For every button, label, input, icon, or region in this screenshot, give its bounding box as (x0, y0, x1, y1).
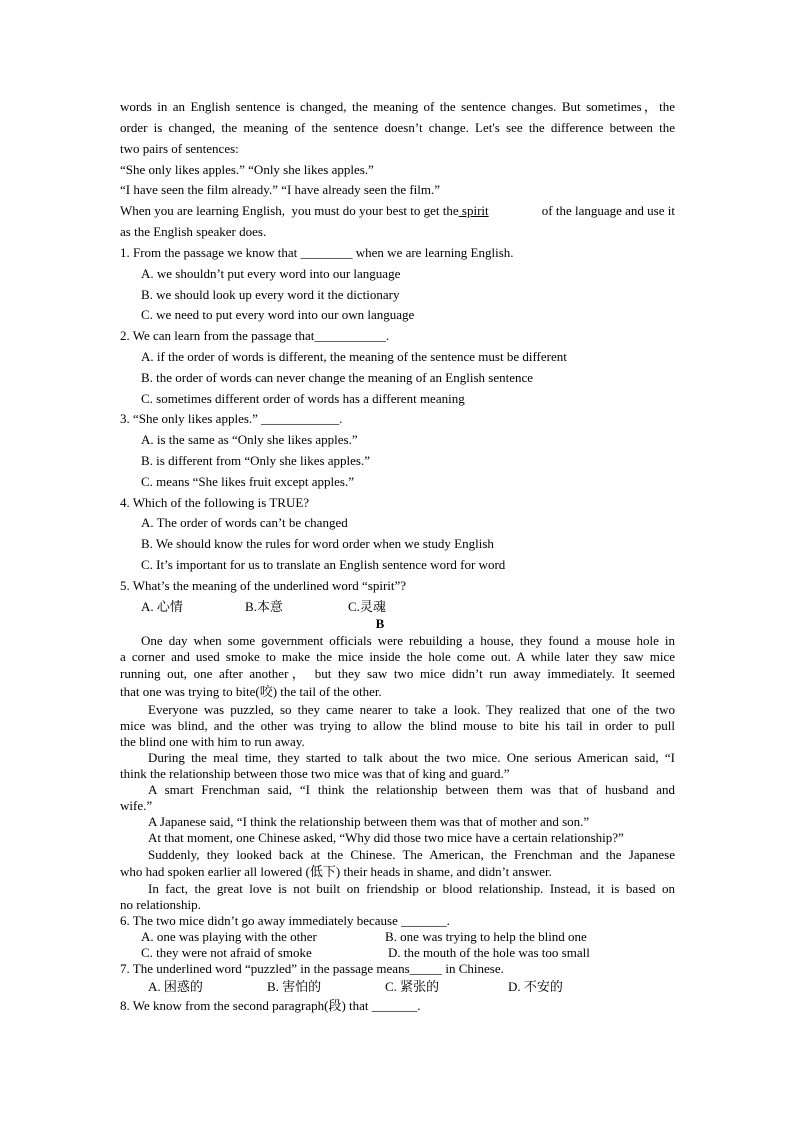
answer-option: A. is the same as “Only she likes apples.” (141, 432, 358, 447)
passage-a-line: order is changed, the meaning of the sentence doesn’t change. Let's see the difference between the (120, 120, 675, 135)
passage-a-line (120, 203, 675, 219)
answer-option: C. It’s important for us to translate an English sentence word for word (141, 557, 506, 572)
answer-option: A. one was playing with the other (141, 929, 317, 944)
question-stem: 2. We can learn from the passage that___________. (120, 328, 390, 343)
question-stem: 3. “She only likes apples.” ____________. (120, 411, 343, 426)
question-stem: 5. What’s the meaning of the underlined word “spirit”? (120, 578, 407, 593)
passage-b-line: mice was blind, and the other was trying to allow the blind mouse to bite his tail in order to pull (120, 718, 675, 733)
passage-b-line: no relationship. (120, 897, 201, 912)
answer-option: B. 害怕的 (267, 979, 322, 994)
question-stem: 8. We know from the second paragraph(段) that _______. (120, 998, 421, 1013)
answer-option: C.灵魂 (348, 599, 386, 614)
section-heading: B (375, 616, 385, 631)
answer-option: C. sometimes different order of words has a different meaning (141, 391, 465, 406)
question-stem: 7. The underlined word “puzzled” in the passage means_____ in Chinese. (120, 961, 504, 976)
answer-option: B. the order of words can never change the meaning of an English sentence (141, 370, 534, 385)
answer-option: D. 不安的 (508, 979, 563, 994)
answer-option: B. is different from “Only she likes apples.” (141, 453, 371, 468)
answer-option: A. we shouldn’t put every word into our language (141, 266, 401, 281)
answer-option: A. if the order of words is different, the meaning of the sentence must be different (141, 349, 567, 364)
answer-option: B. one was trying to help the blind one (385, 929, 587, 944)
answer-option: C. they were not afraid of smoke (141, 945, 312, 960)
question-stem: 4. Which of the following is TRUE? (120, 495, 310, 510)
question-stem: 1. From the passage we know that ________ when we are learning English. (120, 245, 514, 260)
passage-b-line: In fact, the great love is not built on friendship or blood relationship. Instead, it is based on (148, 881, 675, 896)
passage-b-line: that one was trying to bite(咬) the tail of the other. (120, 684, 382, 699)
example-sentence-pair: “I have seen the film already.” “I have already seen the film.” (120, 182, 441, 197)
passage-a-line: words in an English sentence is changed, the meaning of the sentence changes. But sometimes，the (120, 99, 675, 114)
underlined-word-spirit: spirit (458, 203, 489, 218)
passage-b-line: One day when some government officials were rebuilding a house, they found a mouse hole in (141, 633, 675, 648)
passage-b-line: wife.” (120, 798, 153, 813)
passage-text: of the language and use it (538, 203, 675, 218)
passage-b-line: Suddenly, they looked back at the Chinese. The American, the Frenchman and the Japanese (148, 847, 675, 862)
passage-b-line: A smart Frenchman said, “I think the relationship between them was that of husband and (148, 782, 675, 797)
passage-a-line: two pairs of sentences: (120, 141, 239, 156)
passage-b-line: A Japanese said, “I think the relationship between them was that of mother and son.” (148, 814, 590, 829)
passage-text: When you are learning English, you must do your best to get the (120, 203, 459, 218)
answer-option: C. 紧张的 (385, 979, 440, 994)
passage-b-line: running out, one after another， but they saw two mice didn’t run away immediately. It seemed (120, 666, 675, 681)
passage-b-line: the blind one with him to run away. (120, 734, 305, 749)
answer-option: B.本意 (245, 599, 283, 614)
passage-b-line: During the meal time, they started to talk about the two mice. One serious American said, “I (148, 750, 675, 765)
answer-option: A. The order of words can’t be changed (141, 515, 348, 530)
example-sentence-pair: “She only likes apples.” “Only she likes apples.” (120, 162, 374, 177)
passage-b-line: think the relationship between those two mice was that of king and guard.” (120, 766, 510, 781)
answer-option: B. we should look up every word it the dictionary (141, 287, 400, 302)
answer-option: C. means “She likes fruit except apples.” (141, 474, 354, 489)
passage-a-line: as the English speaker does. (120, 224, 267, 239)
passage-b-line: Everyone was puzzled, so they came nearer to take a look. They realized that one of the two (148, 702, 675, 717)
answer-option: D. the mouth of the hole was too small (388, 945, 590, 960)
question-stem: 6. The two mice didn’t go away immediately because _______. (120, 913, 450, 928)
answer-option: A. 心情 (141, 599, 183, 614)
passage-b-line: At that moment, one Chinese asked, “Why did those two mice have a certain relationship?” (148, 830, 624, 845)
answer-option: A. 困惑的 (148, 979, 203, 994)
answer-option: B. We should know the rules for word order when we study English (141, 536, 494, 551)
passage-b-line: a corner and used smoke to make the mice inside the hole come out. A while later they saw mice (120, 649, 675, 664)
answer-option: C. we need to put every word into our own language (141, 307, 415, 322)
passage-b-line: who had spoken earlier all lowered (低下) their heads in shame, and didn’t answer. (120, 864, 552, 879)
